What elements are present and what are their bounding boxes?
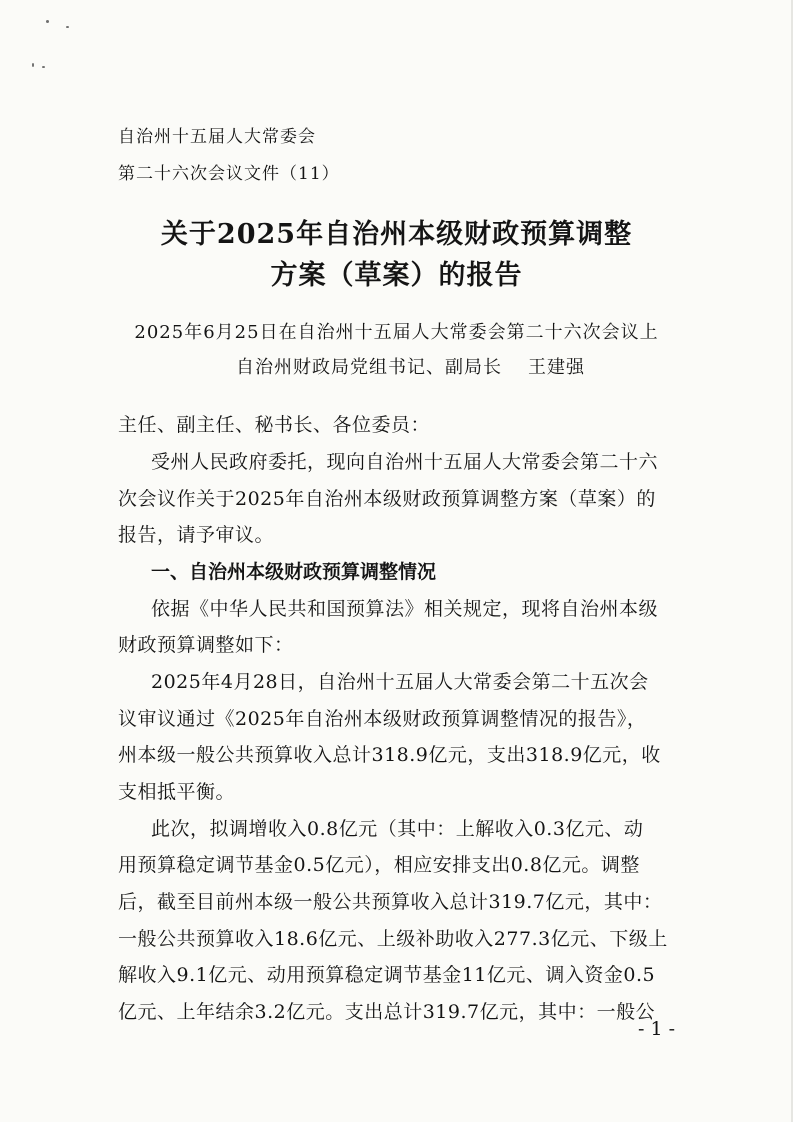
speaker-line xyxy=(14,353,793,379)
body-line: 此次，拟调增收入0.8亿元（其中：上解收入0.3亿元、动 xyxy=(151,818,644,840)
page-number: - 1 - xyxy=(638,1018,676,1040)
scan-dot xyxy=(46,20,49,23)
scan-dot xyxy=(32,63,34,67)
body-line: 依据《中华人民共和国预算法》相关规定，现将自治州本级 xyxy=(151,598,659,620)
meeting-date-line: 2025年6月25日在自治州十五届人大常委会第二十六次会议上 xyxy=(134,322,659,343)
body-line: 受州人民政府委托，现向自治州十五届人大常委会第二十六 xyxy=(151,451,659,473)
body-line: 2025年4月28日，自治州十五届人大常委会第二十五次会 xyxy=(151,671,649,693)
speaker-position: 自治州财政局党组书记、副局长 xyxy=(236,357,502,378)
speaker-name: 王建强 xyxy=(528,357,585,378)
document-issuer: 自治州十五届人大常委会 xyxy=(118,127,316,147)
body-line: 次会议作关于2025年自治州本级财政预算调整方案（草案）的 xyxy=(118,488,656,510)
body-line: 报告，请予审议。 xyxy=(118,524,275,546)
document-title-line-1: 关于2025年自治州本级财政预算调整 xyxy=(160,219,633,250)
scan-dot xyxy=(66,26,69,28)
body-line: 用预算稳定调节基金0.5亿元），相应安排支出0.8亿元。调整 xyxy=(118,854,640,876)
section-heading: 一、自治州本级财政预算调整情况 xyxy=(151,561,437,583)
document-number: 第二十六次会议文件（11） xyxy=(118,164,340,184)
body-line: 州本级一般公共预算收入总计318.9亿元，支出318.9亿元，收 xyxy=(118,744,661,766)
body-line: 财政预算调整如下： xyxy=(118,634,294,656)
body-line: 解收入9.1亿元、动用预算稳定调节基金11亿元、调入资金0.5 xyxy=(118,964,656,986)
scan-dot xyxy=(42,66,45,68)
body-line: 支相抵平衡。 xyxy=(118,781,236,803)
body-line: 亿元、上年结余3.2亿元。支出总计319.7亿元，其中：一般公 xyxy=(118,1001,656,1023)
body-line: 一般公共预算收入18.6亿元、上级补助收入277.3亿元、下级上 xyxy=(118,928,668,950)
salutation: 主任、副主任、秘书长、各位委员： xyxy=(118,414,431,436)
body-line: 后，截至目前州本级一般公共预算收入总计319.7亿元，其中： xyxy=(118,891,663,913)
document-title-line-2: 方案（草案）的报告 xyxy=(270,260,523,291)
body-line: 议审议通过《2025年自治州本级财政预算调整情况的报告》， xyxy=(118,708,647,730)
